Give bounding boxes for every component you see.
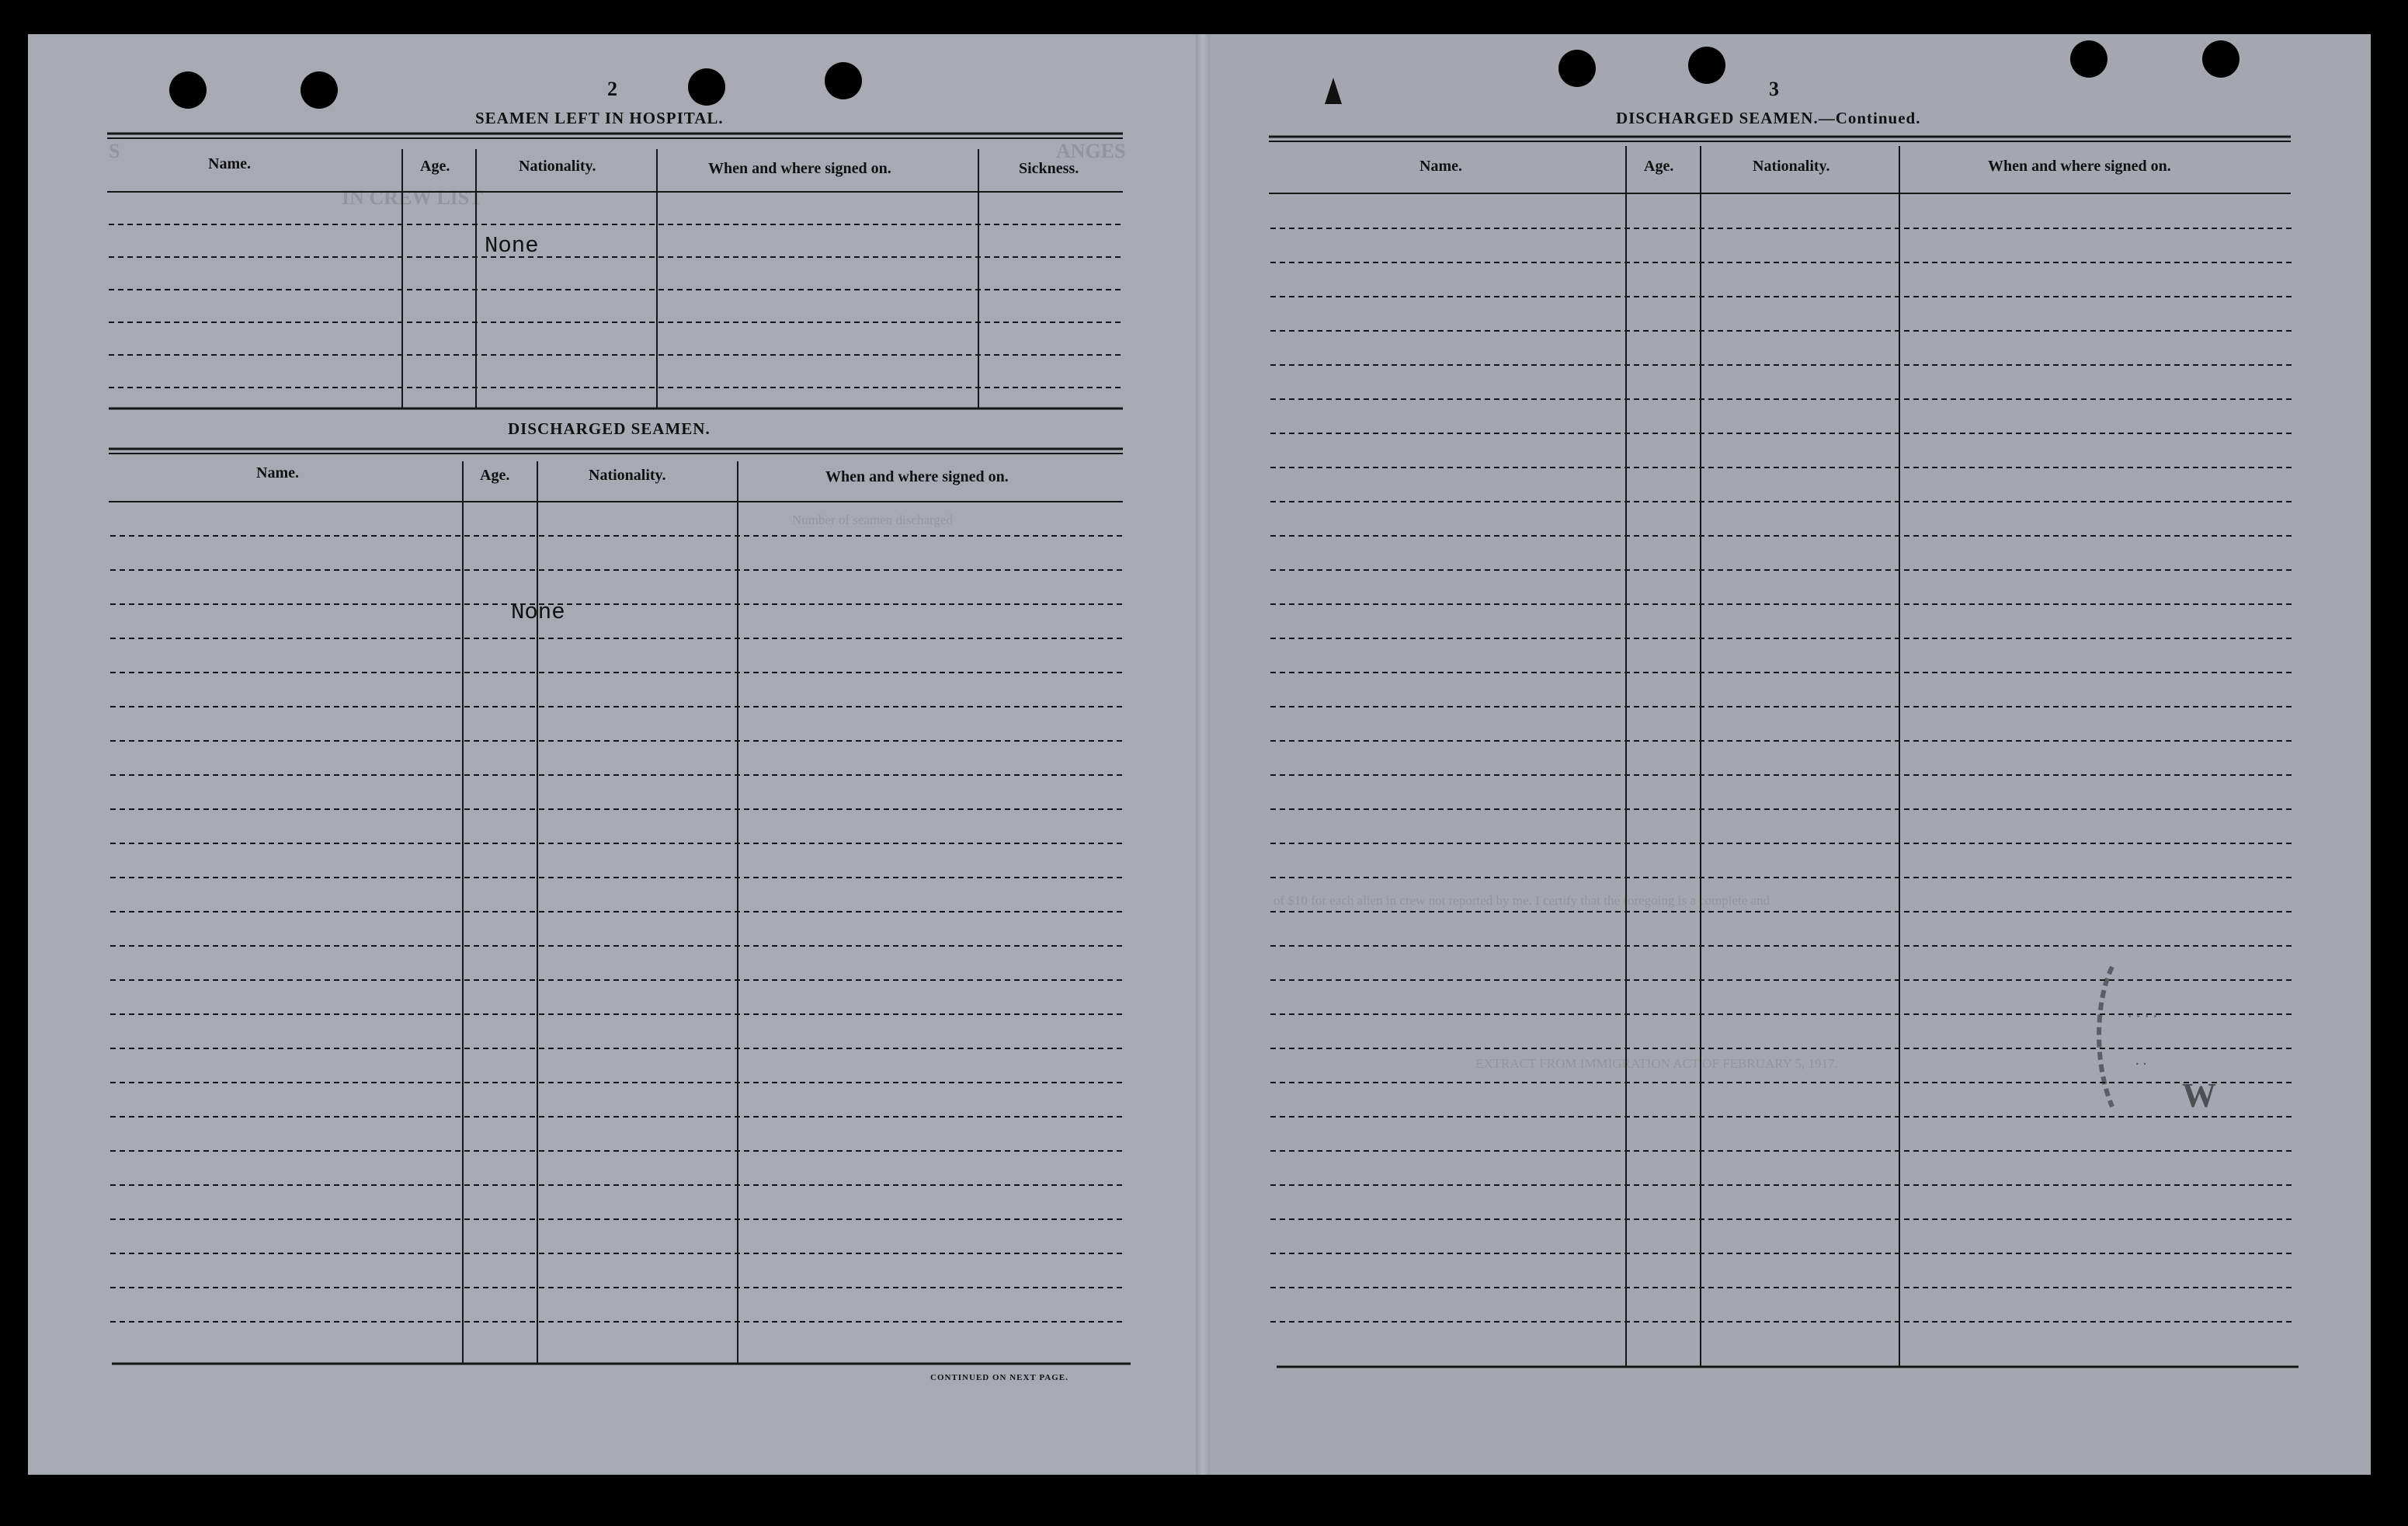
column-header-age: Age. [1644, 158, 1674, 175]
column-header-name: Name. [256, 464, 299, 481]
bleed-through-text: ANGES [1056, 140, 1126, 162]
column-header-name: Name. [208, 155, 251, 172]
bleed-through-text: IN CREW LIST [342, 186, 483, 209]
section-title-hospital: SEAMEN LEFT IN HOSPITAL. [475, 109, 724, 127]
section-title-discharged-continued: DISCHARGED SEAMEN.—Continued. [1616, 109, 1921, 127]
column-header-signed-on: When and where signed on. [708, 160, 891, 177]
column-header-signed-on: When and where signed on. [825, 468, 1009, 485]
column-header-nationality: Nationality. [519, 158, 596, 175]
hospital-entry: None [485, 233, 539, 259]
page-number: 3 [1769, 78, 1779, 100]
section-title-discharged: DISCHARGED SEAMEN. [508, 419, 711, 438]
bleed-through-text: of $10 for each alien in crew not reported by me. I certify that the foregoing is a complete and [1273, 893, 1770, 908]
bleed-through-text: EXTRACT FROM IMMIGRATION ACT OF FEBRUARY 5, 1917. [1475, 1056, 1838, 1071]
column-header-nationality: Nationality. [1753, 158, 1830, 175]
page-number: 2 [607, 78, 617, 100]
column-header-name: Name. [1419, 158, 1462, 175]
continued-note: CONTINUED ON NEXT PAGE. [930, 1373, 1068, 1382]
column-header-age: Age. [480, 467, 510, 484]
bleed-through-text: Number of seamen discharged [792, 513, 953, 527]
svg-text:· · · ·: · · · · [2128, 1009, 2158, 1024]
column-header-sickness: Sickness. [1019, 160, 1079, 177]
column-header-age: Age. [420, 158, 450, 175]
bleed-through-text: S [109, 140, 120, 162]
column-header-signed-on: When and where signed on. [1988, 158, 2171, 175]
svg-text:· ·: · · [2135, 1058, 2148, 1071]
svg-text:W: W [2182, 1076, 2216, 1114]
discharged-entry: None [511, 600, 565, 625]
column-header-nationality: Nationality. [589, 467, 666, 484]
